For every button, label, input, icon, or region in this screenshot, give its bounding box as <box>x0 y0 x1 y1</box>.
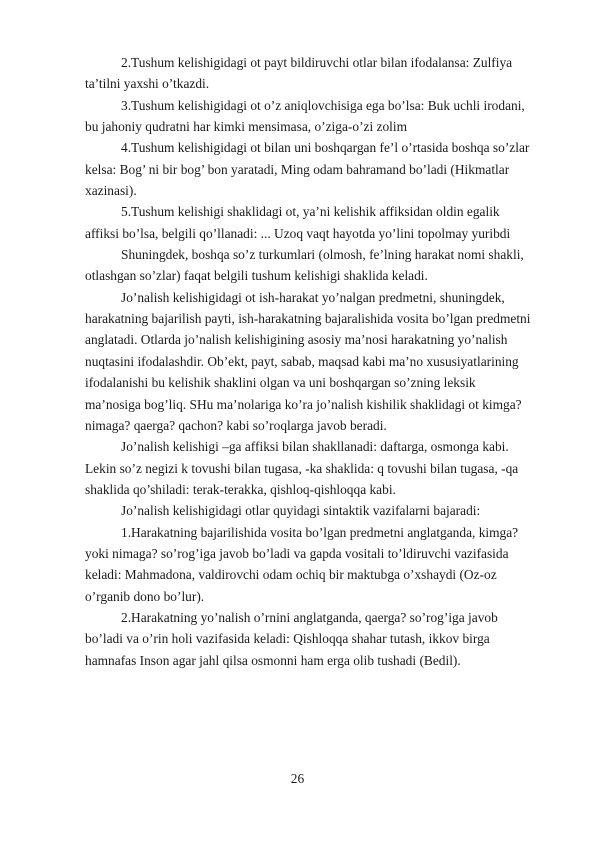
text-line: Jo’nalish kelishigi –ga affiksi bilan shakllanadi: daftarga, osmonga kabi. <box>121 439 509 455</box>
text-line: 5.Tushum kelishigi shaklidagi ot, ya’ni kelishik affiksidan oldin egalik <box>121 204 500 220</box>
text-line: yoki nimaga? so’rog’iga javob bo’ladi va gapda vositali to’ldiruvchi vazifasida <box>85 545 509 561</box>
page-number: 26 <box>290 771 305 786</box>
text-line: ifodalanishi bu kelishik shaklini olgan va uni boshqargan so’zning leksik <box>85 375 476 391</box>
text-line: affiksi bo’lsa, belgili qo’llanadi: ... Uzoq vaqt hayotda yo’lini topolmay yuribdi <box>85 225 511 241</box>
text-line: 2.Harakatning yo’nalish o’rnini anglatganda, qaerga? so’rog’iga javob <box>121 609 498 625</box>
text-line: o’rganib dono bo’lur). <box>85 588 205 604</box>
text-line: nimaga? qaerga? qachon? kabi so’roqlarga javob beradi. <box>85 417 387 433</box>
body-text <box>85 52 555 671</box>
text-line: bu jahoniy qudratni har kimki mensimasa, o’ziga-o’zi zolim <box>85 119 408 135</box>
text-line: kelsa: Bog’ ni bir bog’ bon yaratadi, Ming odam bahramand bo’ladi (Hikmatlar <box>85 161 510 177</box>
text-line: Shuningdek, boshqa so’z turkumlari (olmosh, fe’lning harakat nomi shakli, <box>121 247 524 263</box>
text-line: shaklida qo’shiladi: terak-terakka, qishloq-qishloqqa kabi. <box>85 481 396 497</box>
text-line: Jo’nalish kelishigidagi otlar quyidagi sintaktik vazifalarni bajaradi: <box>121 503 481 519</box>
text-line: xazinasi). <box>85 183 137 199</box>
text-line: 1.Harakatning bajarilishida vosita bo’lgan predmetni anglatganda, kimga? <box>121 524 519 540</box>
text-line: keladi: Mahmadona, valdirovchi odam ochiq bir maktubga o’xshaydi (Oz-oz <box>85 567 497 583</box>
text-line: Jo’nalish kelishigidagi ot ish-harakat yo’nalgan predmetni, shuningdek, <box>121 289 505 305</box>
text-line: 4.Tushum kelishigidagi ot bilan uni boshqargan fe’l o’rtasida boshqa so’zlar <box>121 140 530 156</box>
text-line: anglatadi. Otlarda jo’nalish kelishigining asosiy ma’nosi harakatning yo’nalish <box>85 332 508 348</box>
text-line: ta’tilni yaxshi o’tkazdi. <box>85 76 210 92</box>
text-line: ma’nosiga bog’liq. SHu ma’nolariga ko’ra jo’nalish kishilik shaklidagi ot kimga? <box>85 396 522 412</box>
text-line: 2.Tushum kelishigidagi ot payt bildiruvchi otlar bilan ifodalansa: Zulfiya <box>121 55 513 70</box>
text-line: nuqtasini ifodalashdir. Ob’ekt, payt, sabab, maqsad kabi ma’no xususiyatlarining <box>85 353 519 369</box>
text-line: harakatning bajarilish payti, ish-harakatning bajaralishida vosita bo’lgan predmetni <box>85 311 531 327</box>
text-line: hamnafas Inson agar jahl qilsa osmonni ham erga olib tushadi (Bedil). <box>85 652 461 668</box>
text-line: Lekin so’z negizi k tovushi bilan tugasa, -ka shaklida: q tovushi bilan tugasa, -qa <box>85 460 519 476</box>
text-line: bo’ladi va o’rin holi vazifasida keladi: Qishloqqa shahar tutash, ikkov birga <box>85 631 490 647</box>
text-line: otlashgan so’zlar) faqat belgili tushum kelishigi shaklida keladi. <box>85 268 428 284</box>
text-line: 3.Tushum kelishigidagi ot o’z aniqlovchisiga ega bo’lsa: Buk uchli irodani, <box>121 97 525 113</box>
